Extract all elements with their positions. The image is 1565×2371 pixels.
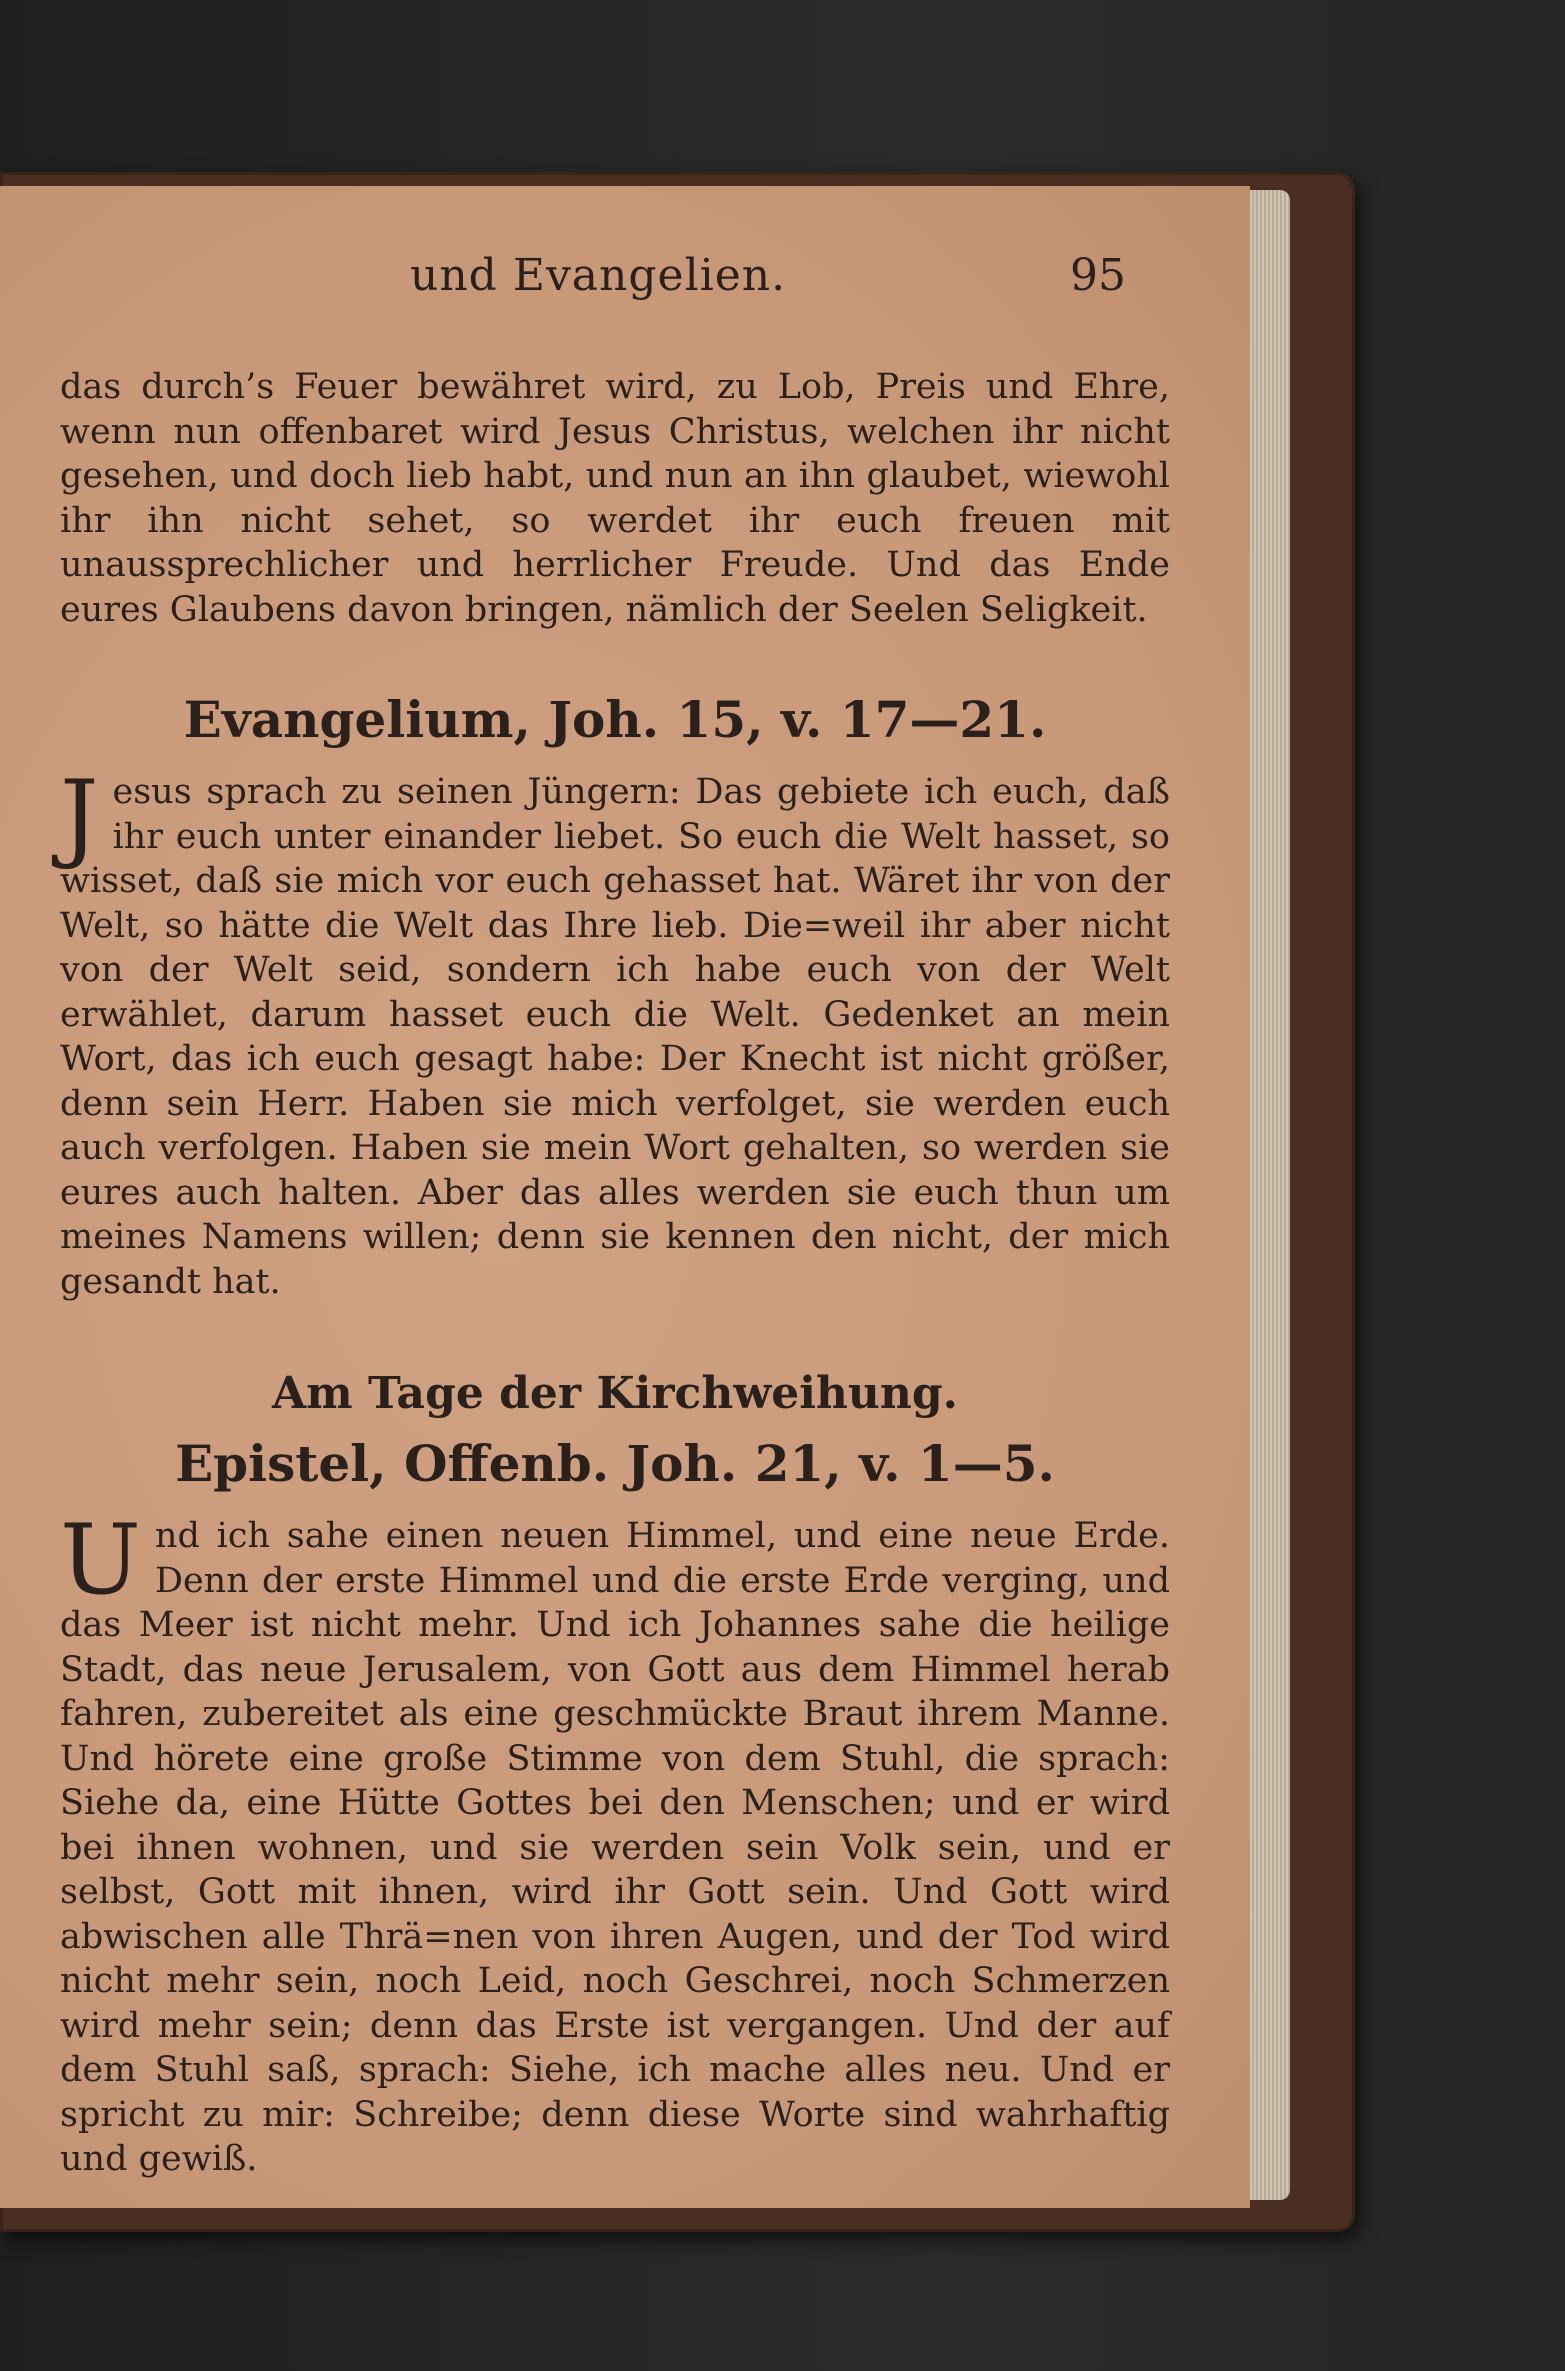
epistel-text: nd ich sahe einen neuen Himmel, und eine neue Erde. Denn der erste Himmel und die erste Erde verging, und das Meer ist nicht mehr. Und ich Johannes sahe die heilige Stadt, das neue Jerusalem, von Gott aus dem Himmel herab fahren, zubereitet als eine geschmückte Braut ihrem Manne. Und hörete eine große Stimme von dem Stuhl, die sprach: Siehe da, eine Hütte Gottes bei den Menschen; und er wird bei ihnen wohnen, und sie werden sein Volk sein, und er selbst, Gott mit ihnen, wird ihr Gott sein. Und Gott wird abwischen alle Thrä=nen von ihren Augen, und der Tod wird nicht mehr sein, noch Leid, noch Geschrei, noch Schmerzen wird mehr sein; denn das Erste ist vergangen. Und der auf dem Stuhl saß, sprach: Siehe, ich mache alles neu. Und er spricht zu mir: Schreibe; denn diese Worte sind wahrhaftig und gewiß. xyxy=(60,1516,1170,2179)
paragraph-epistel xyxy=(60,1504,1170,2182)
heading-evangelium: Evangelium, Joh. 15, v. 17—21. xyxy=(183,690,1047,749)
paragraph-evangelium xyxy=(60,760,1170,1304)
evangelium-text: esus sprach zu seinen Jüngern: Das gebiete ich euch, daß ihr euch unter einander liebet. So euch die Welt hasset, so wisset, daß sie mich vor euch gehasset hat. Wäret ihr von der Welt, so hätte die Welt das Ihre lieb. Die=weil ihr aber nicht von der Welt seid, sondern ich habe euch von der Welt erwählet, darum hasset euch die Welt. Gedenket an mein Wort, das ich euch gesagt habe: Der Knecht ist nicht größer, denn sein Herr. Haben sie mich verfolget, sie werden euch auch verfolgen. Haben sie mein Wort gehalten, so werden sie eures auch halten. Aber das alles werden sie euch thun um meines Namens willen; denn sie kennen den nicht, der mich gesandt hat. xyxy=(60,772,1170,1302)
heading-kirchweihung: Am Tage der Kirchweihung. xyxy=(272,1368,958,1419)
drop-cap-initial: J xyxy=(60,760,99,872)
paragraph-continuation: das durch’s Feuer bewähret wird, zu Lob, Preis und Ehre, wenn nun offenbaret wird Jesus Christus, welchen ihr nicht gesehen, und doch lieb habt, und nun an ihn glaubet, wiewohl ihr ihn nicht sehet, so werdet ihr euch freuen mit unaussprechlicher und herrlicher Freude. Und das Ende eures Glaubens davon bringen, nämlich der Seelen Seligkeit. xyxy=(60,367,1170,630)
page-text xyxy=(60,240,1170,2182)
page-number: 95 xyxy=(1070,250,1126,301)
heading-epistel: Epistel, Offenb. Joh. 21, v. 1—5. xyxy=(175,1434,1055,1493)
running-title: und Evangelien. xyxy=(410,250,787,301)
drop-cap-initial: U xyxy=(60,1504,141,1616)
